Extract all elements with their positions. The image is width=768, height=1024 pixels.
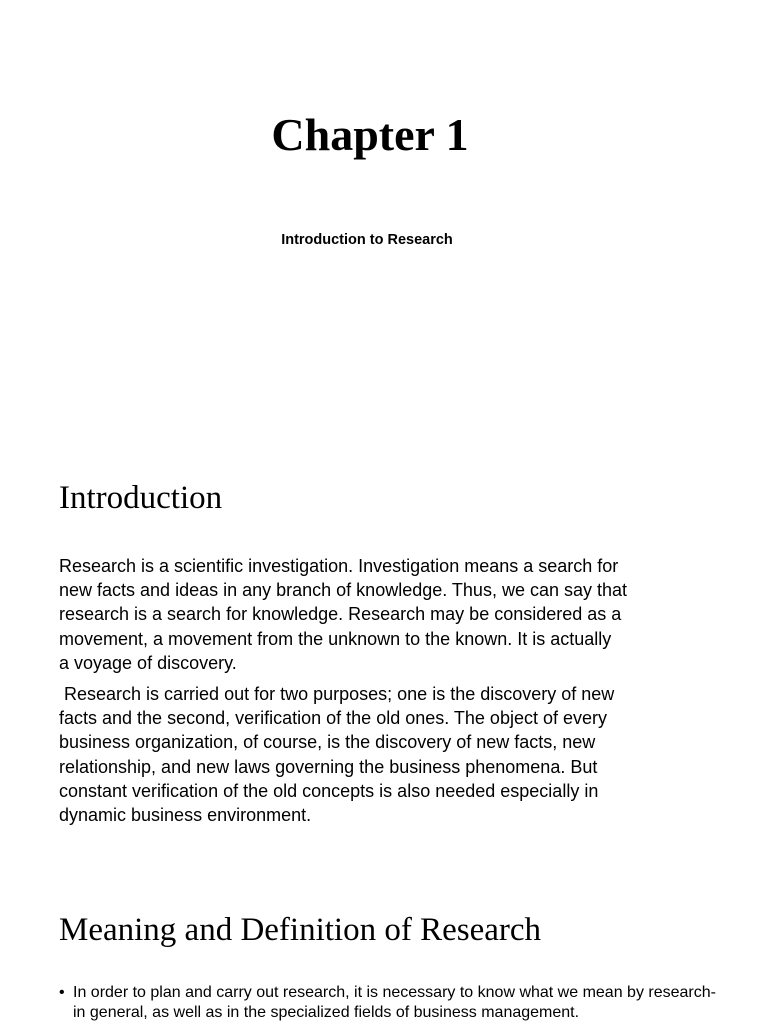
meaning-definition-heading: Meaning and Definition of Research xyxy=(59,912,542,948)
chapter-subtitle: Introduction to Research xyxy=(281,232,453,248)
meaning-definition-slide xyxy=(0,880,768,1024)
chapter-title: Chapter 1 xyxy=(271,109,469,160)
bullet-text: In order to plan and carry out research, it is necessary to know what we mean by research-in general, as well as in the specialized fields of business management. xyxy=(73,984,716,1021)
introduction-paragraph: Research is a scientific investigation. Investigation means a search for new facts and ideas in any branch of knowledge. Thus, we can say that research is a search for knowledge. Research may be considered as a movement, a movement from the unknown to the known. It is actually a voyage of discovery. xyxy=(59,556,628,673)
title-slide xyxy=(0,0,768,440)
bullet-item xyxy=(59,983,719,1023)
introduction-paragraph: Research is carried out for two purposes; one is the discovery of new facts and the second, verification of the old ones. The object of every business organization, of course, is the discovery of new facts, new relationship, and new laws governing the business phenomena. But constant verification of the old concepts is also needed especially in dynamic business environment. xyxy=(59,684,615,826)
introduction-heading: Introduction xyxy=(59,480,223,516)
bullet-list xyxy=(59,983,719,1023)
introduction-slide xyxy=(0,440,768,880)
bullet-icon: • xyxy=(59,984,65,1001)
